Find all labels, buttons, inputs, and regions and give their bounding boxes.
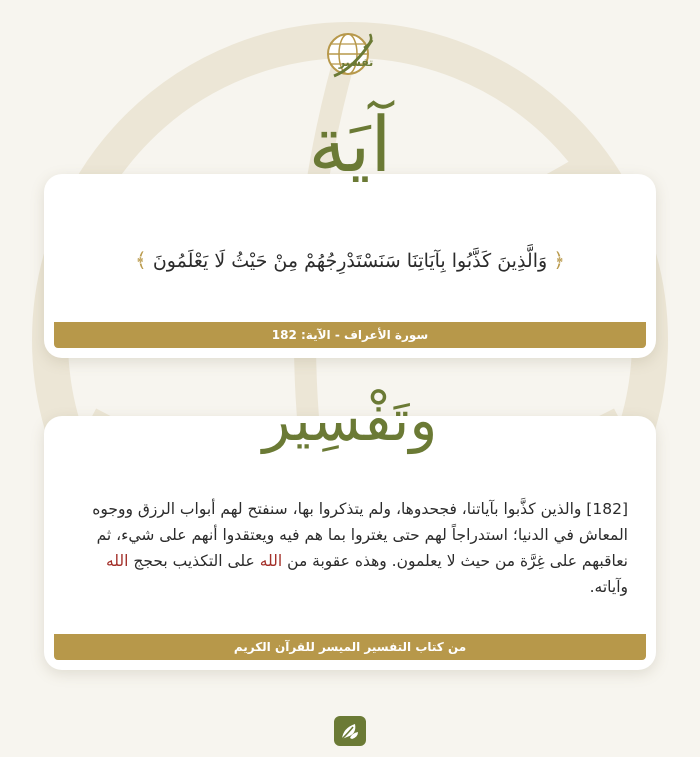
tafsir-text-part: [182] والذين كذَّبوا بآياتنا، فجحدوها، ولم يتذكروا بها، سنفتح لهم أبواب الرزق ووجوه المعاش في الدنيا؛ استدراجاً لهم حتى يغتروا بما هم فيه ويعتقدوا أنهم على شيء، ثم نعاقبهم على غِرَّة من حيث لا يعلمون. وهذه عقوبة من <box>92 500 628 570</box>
tafsir-text <box>72 496 628 600</box>
tafsir-text-part: على التكذيب بحجج <box>128 552 260 570</box>
ayah-card <box>44 174 656 358</box>
leaf-glyph-icon <box>339 720 361 742</box>
verse-body: وَالَّذِينَ كَذَّبُوا بِآيَاتِنَا سَنَسْتَدْرِجُهُمْ مِنْ حَيْثُ لَا يَعْلَمُونَ <box>152 250 548 272</box>
ayah-heading: آيَة <box>308 100 392 189</box>
globe-icon <box>324 28 378 82</box>
verse-close-bracket: ﴾ <box>135 248 147 272</box>
leaf-icon[interactable] <box>334 716 366 746</box>
logo-text: تفسير <box>338 56 374 69</box>
verse-text <box>64 248 636 272</box>
tafsir-highlight-allah: الله <box>259 552 283 570</box>
tafsir-logo <box>324 28 378 82</box>
tafsir-source-bar: من كتاب التفسير الميسر للقرآن الكريم <box>54 634 646 660</box>
tafsir-highlight-allah: الله <box>105 552 129 570</box>
tafsir-text-part: وآياته. <box>589 578 628 596</box>
verse-open-bracket: ﴿ <box>553 248 565 272</box>
surah-reference-bar: سورة الأعراف - الآية: 182 <box>54 322 646 348</box>
tafsir-heading: وتَفْسِير <box>262 386 438 454</box>
